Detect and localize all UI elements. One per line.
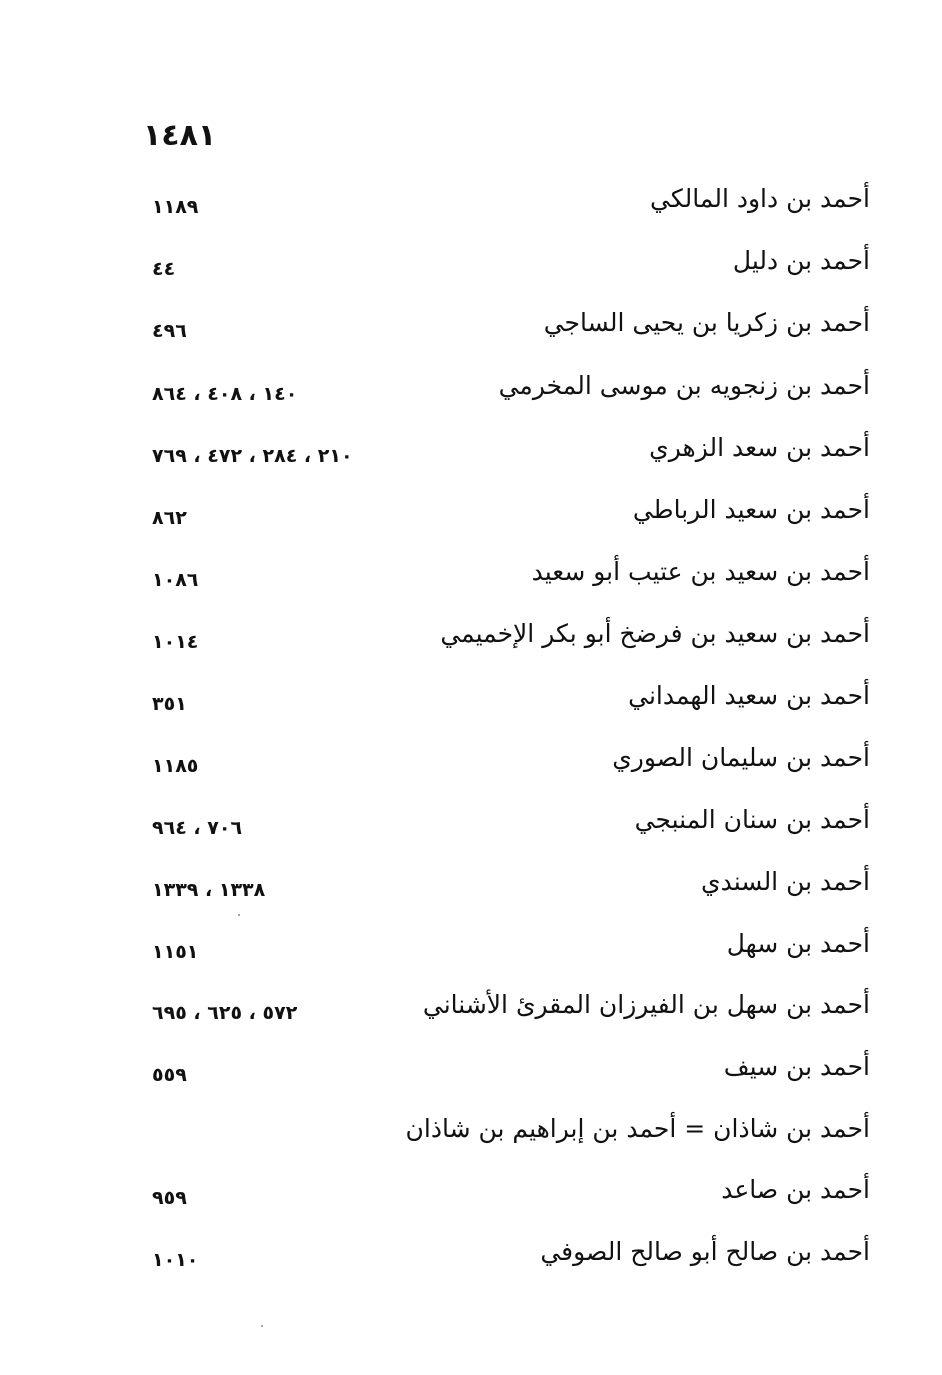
index-entry bbox=[0, 679, 942, 729]
index-entry bbox=[0, 306, 942, 356]
entry-name: أحمد بن سعيد الهمداني bbox=[628, 681, 870, 710]
scan-speck bbox=[238, 914, 240, 916]
entry-name: أحمد بن سعيد بن فرضخ أبو بكر الإخميمي bbox=[440, 619, 870, 648]
page-number: ١٤٨١ bbox=[143, 118, 217, 153]
entry-page-refs: ٣٥١ bbox=[152, 693, 187, 715]
entry-name: أحمد بن سهل bbox=[726, 929, 870, 958]
index-entry bbox=[0, 1050, 942, 1100]
entry-page-refs: ٤٩٦ bbox=[152, 320, 187, 342]
entry-page-refs: ٧٠٦ ، ٩٦٤ bbox=[152, 817, 243, 839]
entry-name: أحمد بن سعد الزهري bbox=[649, 433, 870, 462]
entry-page-refs: ٤٤ bbox=[152, 258, 176, 280]
index-entry bbox=[0, 182, 942, 232]
entry-name: أحمد بن صالح أبو صالح الصوفي bbox=[540, 1237, 870, 1266]
entry-page-refs: ١٠١٤ bbox=[152, 631, 199, 653]
entry-page-refs: ١٠٨٦ bbox=[152, 569, 199, 591]
index-entry bbox=[0, 617, 942, 667]
index-entry bbox=[0, 803, 942, 853]
index-entry bbox=[0, 1112, 942, 1162]
entry-page-refs: ٩٥٩ bbox=[152, 1187, 187, 1209]
entry-name: أحمد بن صاعد bbox=[721, 1175, 870, 1204]
entry-page-refs: ١١٨٩ bbox=[152, 196, 199, 218]
entry-page-refs: ٥٥٩ bbox=[152, 1064, 187, 1086]
entry-name: أحمد بن سهل بن الفيرزان المقرئ الأشناني bbox=[422, 990, 870, 1019]
scan-speck bbox=[261, 1325, 263, 1327]
entry-name: أحمد بن السندي bbox=[701, 867, 870, 896]
entry-name: أحمد بن داود المالكي bbox=[650, 184, 870, 213]
entry-name: أحمد بن شاذان = أحمد بن إبراهيم بن شاذان bbox=[405, 1114, 870, 1143]
index-entry bbox=[0, 988, 942, 1038]
entry-page-refs: ٨٦٢ bbox=[152, 507, 187, 529]
entry-name: أحمد بن سعيد الرباطي bbox=[632, 495, 870, 524]
index-entry bbox=[0, 244, 942, 294]
entry-page-refs: ٥٧٢ ، ٦٢٥ ، ٦٩٥ bbox=[152, 1002, 298, 1024]
index-entry bbox=[0, 741, 942, 791]
entry-page-refs: ١٣٣٨ ، ١٣٣٩ bbox=[152, 879, 266, 901]
entry-page-refs: ١٠١٠ bbox=[152, 1249, 199, 1271]
entry-page-refs: ١١٨٥ bbox=[152, 755, 199, 777]
index-entry bbox=[0, 493, 942, 543]
entry-page-refs: ٢١٠ ، ٢٨٤ ، ٤٧٢ ، ٧٦٩ bbox=[152, 445, 353, 467]
index-entry bbox=[0, 1235, 942, 1285]
entry-name: أحمد بن سيف bbox=[723, 1052, 870, 1081]
entry-page-refs: ١١٥١ bbox=[152, 941, 199, 963]
entry-name: أحمد بن سنان المنبجي bbox=[634, 805, 870, 834]
entry-page-refs: ١٤٠ ، ٤٠٨ ، ٨٦٤ bbox=[152, 383, 298, 405]
index-entry bbox=[0, 1173, 942, 1223]
index-entry bbox=[0, 555, 942, 605]
entry-name: أحمد بن دليل bbox=[732, 246, 870, 275]
index-entry bbox=[0, 865, 942, 915]
index-entry bbox=[0, 369, 942, 419]
entry-name: أحمد بن سعيد بن عتيب أبو سعيد bbox=[531, 557, 870, 586]
entry-name: أحمد بن سليمان الصوري bbox=[612, 743, 870, 772]
entry-name: أحمد بن زكريا بن يحيى الساجي bbox=[543, 308, 870, 337]
index-entry bbox=[0, 431, 942, 481]
index-entry bbox=[0, 927, 942, 977]
entry-name: أحمد بن زنجويه بن موسى المخرمي bbox=[498, 371, 870, 400]
